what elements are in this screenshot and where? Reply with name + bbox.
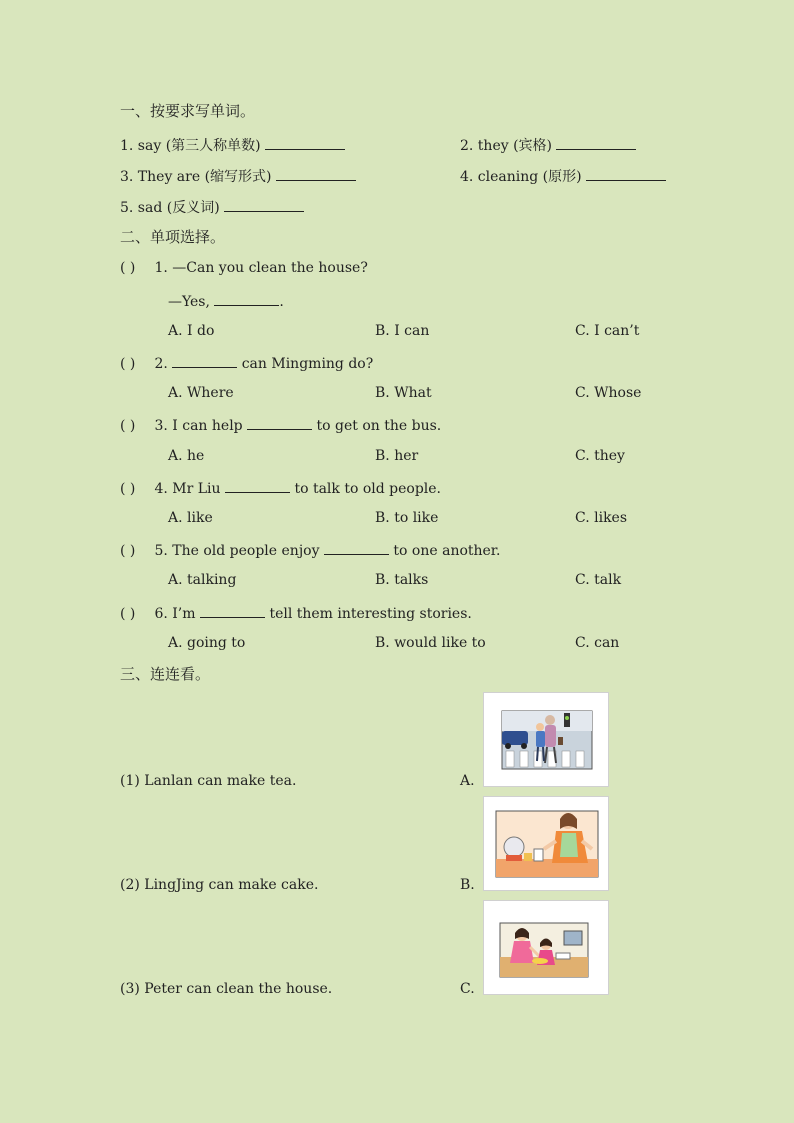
option-a[interactable]: A. like [168, 510, 213, 526]
question-stem-pre: 2. [154, 356, 168, 372]
cleaning-with-child-picture[interactable] [483, 900, 609, 995]
section1-item-5 [120, 197, 304, 217]
option-a[interactable]: A. talking [168, 572, 237, 588]
answer-parentheses[interactable]: ( ) [120, 356, 136, 372]
answer-blank[interactable] [265, 135, 345, 150]
option-b[interactable]: B. What [375, 385, 432, 401]
question-stem-pre: 3. I can help [154, 418, 243, 434]
question-stem-pre: 6. I’m [154, 606, 196, 622]
question-1-reply [168, 291, 284, 311]
section1-item-2 [460, 135, 636, 155]
section1-heading: 一、按要求写单词。 [120, 102, 256, 120]
section2-heading: 二、单项选择。 [120, 228, 226, 246]
option-a[interactable]: A. Where [168, 385, 234, 401]
answer-parentheses[interactable]: ( ) [120, 418, 136, 434]
match-sentence-2[interactable]: (2) LingJing can make cake. [120, 877, 319, 893]
answer-parentheses[interactable]: ( ) [120, 481, 136, 497]
option-a[interactable]: A. going to [168, 635, 246, 651]
section1-item-4 [460, 166, 666, 186]
crossing-street-picture[interactable] [483, 692, 609, 787]
option-c[interactable]: C. Whose [575, 385, 642, 401]
question-stem-post: to get on the bus. [316, 418, 442, 434]
match-sentence-3[interactable]: (3) Peter can clean the house. [120, 981, 333, 997]
reply-text: —Yes, [168, 294, 210, 310]
item-text: 1. say (第三人称单数) [120, 138, 261, 154]
reply-end: . [279, 294, 284, 310]
cleaning-illustration [484, 901, 610, 996]
option-c[interactable]: C. I can’t [575, 323, 640, 339]
question-stem-pre: 5. The old people enjoy [154, 543, 320, 559]
option-b[interactable]: B. to like [375, 510, 439, 526]
making-tea-illustration [484, 797, 610, 892]
question-stem-pre: 4. Mr Liu [154, 481, 221, 497]
answer-parentheses[interactable]: ( ) [120, 543, 136, 559]
question-3 [120, 415, 441, 435]
match-letter-b: B. [460, 877, 475, 893]
question-5 [120, 540, 500, 560]
answer-blank[interactable] [200, 603, 265, 618]
question-stem-post: to one another. [393, 543, 501, 559]
item-text: 5. sad (反义词) [120, 200, 220, 216]
question-6 [120, 603, 472, 623]
item-text: 2. they (宾格) [460, 138, 553, 154]
match-letter-c: C. [460, 981, 475, 997]
item-text: 3. They are (缩写形式) [120, 169, 272, 185]
question-stem-post: can Mingming do? [241, 356, 374, 372]
answer-blank[interactable] [225, 478, 290, 493]
answer-parentheses[interactable]: ( ) [120, 260, 136, 276]
match-sentence-1[interactable]: (1) Lanlan can make tea. [120, 773, 297, 789]
option-b[interactable]: B. would like to [375, 635, 486, 651]
answer-blank[interactable] [586, 166, 666, 181]
option-a[interactable]: A. he [168, 448, 205, 464]
answer-blank[interactable] [324, 540, 389, 555]
question-4 [120, 478, 441, 498]
making-tea-picture[interactable] [483, 796, 609, 891]
section3-heading: 三、连连看。 [120, 665, 211, 683]
option-a[interactable]: A. I do [168, 323, 215, 339]
section1-item-3 [120, 166, 356, 186]
item-text: 4. cleaning (原形) [460, 169, 582, 185]
option-b[interactable]: B. talks [375, 572, 429, 588]
crossing-street-illustration [484, 693, 610, 788]
answer-blank[interactable] [224, 197, 304, 212]
answer-blank[interactable] [556, 135, 636, 150]
answer-blank[interactable] [172, 353, 237, 368]
section1-item-1 [120, 135, 345, 155]
question-1 [120, 259, 368, 277]
option-c[interactable]: C. can [575, 635, 620, 651]
option-b[interactable]: B. I can [375, 323, 430, 339]
option-b[interactable]: B. her [375, 448, 419, 464]
question-stem-post: tell them interesting stories. [269, 606, 472, 622]
question-2 [120, 353, 373, 373]
answer-blank[interactable] [214, 291, 279, 306]
answer-blank[interactable] [276, 166, 356, 181]
answer-parentheses[interactable]: ( ) [120, 606, 136, 622]
option-c[interactable]: C. likes [575, 510, 628, 526]
question-stem-post: to talk to old people. [294, 481, 441, 497]
answer-blank[interactable] [247, 415, 312, 430]
question-stem: 1. —Can you clean the house? [154, 260, 368, 276]
option-c[interactable]: C. talk [575, 572, 622, 588]
option-c[interactable]: C. they [575, 448, 625, 464]
match-letter-a: A. [460, 773, 475, 789]
